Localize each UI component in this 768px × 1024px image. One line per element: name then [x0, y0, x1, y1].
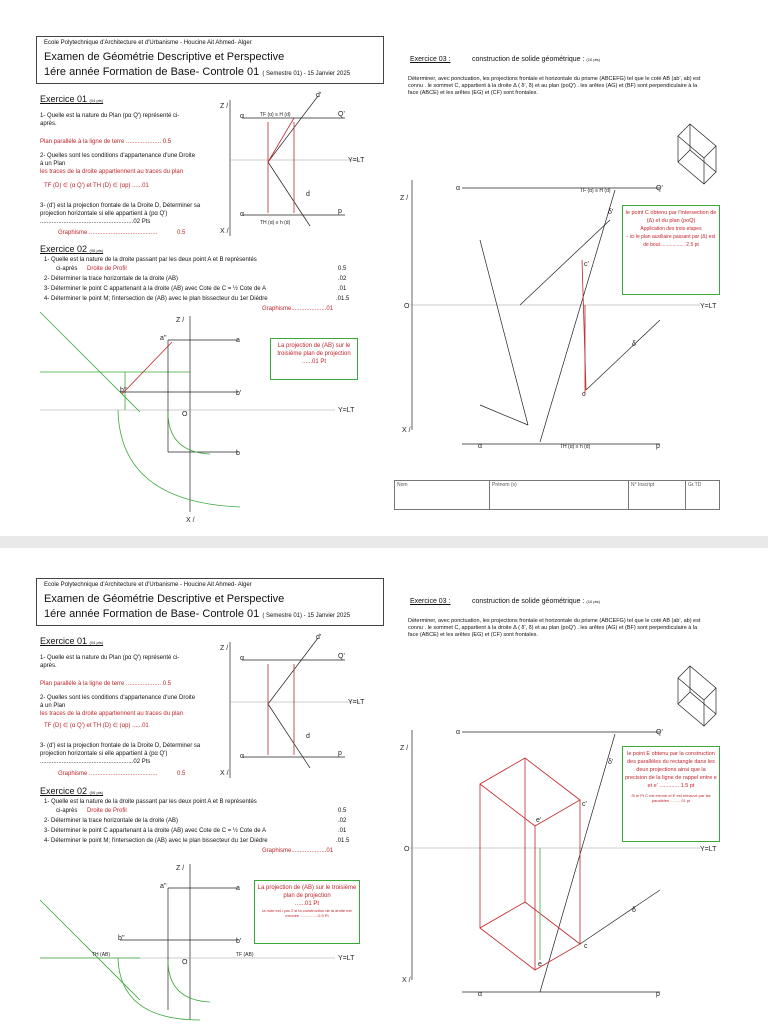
- ex03-title: Exercice 03 :: [410, 56, 451, 63]
- table-gr: Gr.TD: [688, 482, 702, 488]
- p-label-3: p: [338, 750, 342, 757]
- ex02-q3: 3- Déterminer le point C appartenant à la droite (AB) avec Cote de C = ½ Cote de A: [44, 286, 266, 292]
- alpha-label-7: α: [456, 729, 461, 736]
- exam-subtitle: 1ére année Formation de Base- Controle 01 ( Semestre 01) - 15 Janvier 2025: [44, 66, 351, 78]
- ex02-graphisme-2: Graphisme.....................01: [262, 848, 334, 854]
- ex02-q1-2: 1- Quelle est la nature de la droite passant par les deux point A et B représentés: [44, 799, 257, 805]
- z-axis-label: Z /: [220, 103, 229, 110]
- x-axis-label: X /: [220, 228, 229, 235]
- ex02-q1b: ci-après Droite de Profil: [56, 266, 127, 272]
- b-second-label: b'': [120, 387, 127, 394]
- origin-label-2: O: [404, 303, 410, 310]
- ylt-label: Y=LT: [348, 157, 365, 164]
- ex02-q4: 4- Déterminer le point M; l'intersection de (AB) avec le plan bissecteur du 1er Diédre: [44, 296, 268, 302]
- exam-title-2: Examen de Géométrie Descriptive et Perspective: [44, 593, 285, 605]
- alpha-label-3: α: [456, 185, 461, 192]
- tf-alpha-label-2: TF (α) ≡ H (d): [580, 188, 611, 194]
- ex01-a3-2: Graphisme ......................................... 0.5: [58, 771, 186, 777]
- ex02-a4v: .01.5: [336, 296, 350, 302]
- ex02-a1v: 0.5: [338, 266, 347, 272]
- a-label-2: a: [236, 885, 240, 892]
- origin-label: O: [182, 411, 188, 418]
- c-label-2: c: [584, 943, 588, 950]
- ex02-a3v-2: .01: [338, 828, 347, 834]
- ex02-projection-box-2: La projection de (AB) sur le troisième plan de projection ......01 Pt la note est / par 2 si la construction de la droite est erronée ................0.5 Pt: [254, 880, 360, 944]
- ex01-a2: les traces de la droite appartiennent au traces du plan: [40, 169, 184, 175]
- ex02-q3-2: 3- Déterminer le point C appartenant à la droite (AB) avec Cote de C = ½ Cote de A: [44, 828, 266, 834]
- b-label: b: [236, 450, 240, 457]
- b-prime-label-2: b': [236, 938, 242, 945]
- origin-label-4: O: [404, 846, 410, 853]
- z-axis-label-3: Z /: [400, 195, 409, 202]
- tf-ab-label: TF (AB): [236, 952, 254, 958]
- exam-title: Examen de Géométrie Descriptive et Perspective: [44, 51, 285, 63]
- ex01-a2b: TF (D) ∈ (α Q') et TH (D) ∈ (αp) ......01: [44, 183, 149, 189]
- ylt-label-3: Y=LT: [700, 303, 717, 310]
- th-ab-label: TH (AB): [92, 952, 111, 958]
- ylt-label-2: Y=LT: [338, 407, 355, 414]
- school-name: Ecole Polytechnique d'Architecture et d'Urbanisme - Houcine Ait Ahmed- Alger: [44, 40, 252, 46]
- alpha-label-5: α: [240, 655, 245, 662]
- th-alpha-label-2: TH (α) ≡ h (d): [560, 444, 591, 450]
- q-prime-label-2: Q': [656, 185, 663, 192]
- ex02-q1b-2: ci-après Droite de Profil: [56, 808, 127, 814]
- ylt-label-5: Y=LT: [338, 955, 355, 962]
- ex01-q3-2: 3- (d') est la projection frontale de la Droite D, Déterminer sa projection horizontale si elle appartient à (pα Q') ........................................................02 Pts: [40, 743, 201, 765]
- x-axis-label-5: X /: [402, 977, 411, 984]
- ex03-title-2: Exercice 03 :: [410, 598, 451, 605]
- ex01-a2-2: les traces de la droite appartiennent au traces du plan: [40, 711, 184, 717]
- table-inscript: N° Inscript: [629, 481, 686, 509]
- ex02-a2v: .02: [338, 276, 347, 282]
- exam-page-2: [0, 548, 768, 1024]
- school-name-2: Ecole Polytechnique d'Architecture et d'Urbanisme - Houcine Ait Ahmed- Alger: [44, 582, 252, 588]
- z-axis-label-2: Z /: [176, 317, 185, 324]
- d-label-2: d: [306, 733, 310, 740]
- tf-alpha-label: TF (α) ≡ H (d): [260, 112, 291, 118]
- exam-subtitle-2: 1ére année Formation de Base- Controle 01 ( Semestre 01) - 15 Janvier 2025: [44, 608, 351, 620]
- x-axis-label-3: X /: [402, 427, 411, 434]
- delta-prime-label-2: δ': [608, 759, 614, 766]
- z-axis-label-6: Z /: [400, 745, 409, 752]
- ex02-projection-box: La projection de (AB) sur le troisième plan de projection ......01 Pt: [270, 338, 358, 380]
- ex01-a1: Plan paralléle à la ligne de terre ..................... 0.5: [40, 139, 172, 145]
- ex02-q1: 1- Quelle est la nature de la droite passant par les deux point A et B représentés: [44, 257, 257, 263]
- prism-sketch-2: [668, 658, 728, 728]
- ex01-q3: 3- (d') est la projection frontale de la Droite D, Déterminer sa projection horizontale si elle appartient à (pα Q') ........................................................02 Pts: [40, 203, 201, 225]
- ylt-label-6: Y=LT: [700, 846, 717, 853]
- p-label: p: [338, 208, 342, 215]
- b-prime-label: b': [236, 390, 242, 397]
- alpha-label-6: α: [240, 753, 245, 760]
- student-info-table: [394, 480, 720, 510]
- origin-label-3: O: [182, 959, 188, 966]
- e-label: e: [538, 961, 542, 968]
- c-prime-label-2: c': [582, 801, 587, 808]
- ex02-q4-2: 4- Déterminer le point M; l'intersection de (AB) avec le plan bissecteur du 1er Diédre: [44, 838, 268, 844]
- table-nom: Nom: [395, 481, 490, 509]
- d-prime-label-2: d': [316, 634, 322, 641]
- ex02-a2v-2: .02: [338, 818, 347, 824]
- ex02-a3v: .01: [338, 286, 347, 292]
- alpha-label-8: α: [478, 991, 483, 998]
- ex03-body: Déterminer, avec ponctuation, les projections frontale et horizontale du prisme (ABCEFG) tel que le coté AB (ab', ab) est connu . le sommet C, appartient à la droite Δ ( δ', δ) et au plan (poQ') . les arêtes (AG) et (BF) sont perpendiculaire à la face (ABCE) et les arêtes (EG) et (CF) sont frontales.: [408, 76, 701, 96]
- ex02-q2-2: 2- Déterminer la trace horizontale de la droite (AB): [44, 818, 179, 824]
- ex01-drawing: [220, 88, 385, 238]
- ex01-q2-2: 2- Quelles sont les conditions d'appartenance d'une Droite à un Plan: [40, 695, 196, 709]
- delta-label: δ: [632, 341, 636, 348]
- ex02-q2: 2- Déterminer la trace horizontale de la droite (AB): [44, 276, 179, 282]
- q-prime-label-4: Q': [656, 729, 663, 736]
- delta-label-2: δ: [632, 907, 636, 914]
- ex03-box-e: le point E obtenu par la construction des paralléles du rectangle dans les deux projections ainsi que la precision de la ligne de rappel entre e et e' ............. 1.5 pt Si le Pt C est erroné et E est retrouvé par les paralléles ......... 01 pt: [622, 746, 720, 842]
- alpha-label: α: [240, 113, 245, 120]
- ex03-heading-2: construction de solide géométrique : (10 pts): [472, 598, 600, 605]
- p-label-4: p: [656, 991, 660, 998]
- ex02-drawing-2: [40, 860, 370, 1020]
- a-second-label: a'': [160, 335, 167, 342]
- a-label: a: [236, 337, 240, 344]
- p-label-2: p: [656, 443, 660, 450]
- d-prime-label: d': [316, 92, 322, 99]
- alpha-label-2: α: [240, 211, 245, 218]
- x-axis-label-4: X /: [220, 770, 229, 777]
- ex02-title-2: Exercice 02 (06 pts): [40, 786, 104, 796]
- x-axis-label-2: X /: [186, 517, 195, 524]
- ex01-title: Exercice 01 (04 pts): [40, 94, 104, 104]
- ex03-heading: construction de solide géométrique : (10 pts): [472, 56, 600, 63]
- ex01-title-2: Exercice 01 (04 pts): [40, 636, 104, 646]
- z-axis-label-4: Z /: [220, 645, 229, 652]
- ex01-q2: 2- Quelles sont les conditions d'appartenance d'une Droite à un Plan: [40, 153, 196, 167]
- ylt-label-4: Y=LT: [348, 699, 365, 706]
- c-prime-label: c': [584, 261, 589, 268]
- ex01-a1-2: Plan paralléle à la ligne de terre ..................... 0.5: [40, 681, 172, 687]
- ex03-box-c: le point C obtenu par l'intersection de (Δ) et du plan (poQ) Application des trois etapes - ici le plan auxiliaire passant par (Δ) est de bout.................. 2.5 pt: [622, 205, 720, 295]
- ex02-title: Exercice 02 (06 pts): [40, 244, 104, 254]
- ex01-drawing-2: [220, 630, 385, 780]
- ex02-drawing: [40, 312, 370, 532]
- table-prenom: Prénom (s): [490, 481, 629, 509]
- b-second-label-2: b'': [118, 935, 125, 942]
- ex02-graphisme: Graphisme.....................01: [262, 306, 334, 312]
- a-second-label-2: a'': [160, 883, 167, 890]
- th-alpha-label: TH (α) ≡ h (d): [260, 220, 291, 226]
- ex03-body-2: Déterminer, avec ponctuation, les projections frontale et horizontale du prisme (ABCEFG) tel que le coté AB (ab', ab) est connu . le sommet C, appartient à la droite Δ ( δ', δ) et au plan (poQ') . les arêtes (AG) et (BF) sont perpendiculaire à la face (ABCE) et les arêtes (EG) et (CF) sont frontales.: [408, 618, 701, 638]
- ex01-q1-2: 1- Quelle est la nature du Plan (pα Q') représenté ci-après.: [40, 655, 180, 669]
- ex01-q1: 1- Quelle est la nature du Plan (pα Q') représenté ci-après.: [40, 113, 180, 127]
- q-prime-label: Q': [338, 111, 345, 118]
- ex02-a4v-2: .01.5: [336, 838, 350, 844]
- e-prime-label: e': [536, 817, 542, 824]
- c-label: c: [582, 391, 586, 398]
- ex01-a2b-2: TF (D) ∈ (α Q') et TH (D) ∈ (αp) ......01: [44, 723, 149, 729]
- prism-sketch: [668, 116, 728, 186]
- delta-prime-label: δ': [608, 209, 614, 216]
- q-prime-label-3: Q': [338, 653, 345, 660]
- ex01-a3: Graphisme ......................................... 0.5: [58, 230, 186, 236]
- d-label: d: [306, 191, 310, 198]
- z-axis-label-5: Z /: [176, 865, 185, 872]
- ex02-a1v-2: 0.5: [338, 808, 347, 814]
- alpha-label-4: α: [478, 443, 483, 450]
